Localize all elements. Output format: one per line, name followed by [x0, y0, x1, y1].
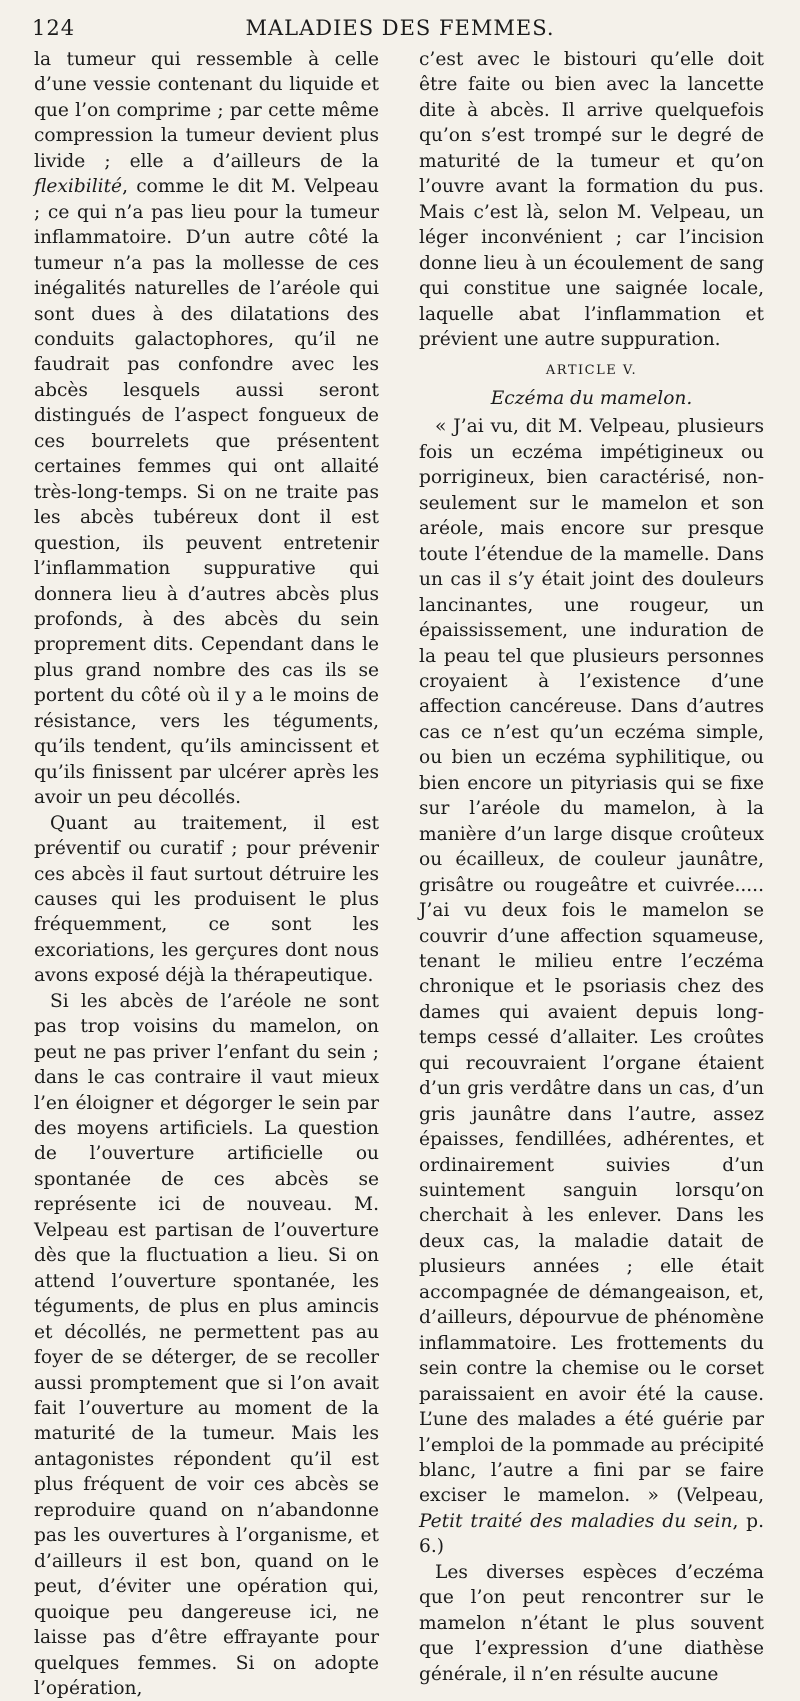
text-run: la tumeur qui ressemble à celle d’une vessie contenant du liquide et que l’on comprime ; par cette même compression la tumeur devient plus livide ; elle a d’ailleurs de la	[34, 49, 379, 172]
right-column	[419, 47, 764, 1687]
paragraph	[419, 47, 764, 352]
left-column	[34, 47, 379, 1701]
paragraph	[34, 47, 379, 811]
article-heading: ARTICLE V.	[545, 363, 638, 379]
paragraph	[419, 1560, 764, 1687]
text-run: , comme le dit M. Velpeau ; ce qui n’a pas lieu pour la tumeur inflammatoire. D’un autre côté la tumeur n’a pas la mollesse de ces inégalités naturelles de l’aréole qui sont dues à des dilatations des conduits galactophores, qu’il ne faudrait pas confondre avec les abcès lesquels aussi seront distingués de l’aspect fongueux de ces bourrelets que présentent certaines femmes qui ont allaité très-long-temps. Si on ne traite pas les abcès tubéreux dont il est question, ils peuvent entretenir l’inflammation suppurative qui donnera lieu à d’autres abcès plus profonds, à des abcès du sein proprement dits. Cependant dans le plus grand nombre des cas ils se portent du côté où il y a le moins de résistance, vers les téguments, qu’ils tendent, qu’ils amincissent et qu’ils finissent par ulcérer après les avoir un peu décollés.	[34, 176, 379, 809]
italic-text: Petit traité des maladies du sein	[419, 1510, 733, 1532]
italic-text: flexibilité	[34, 176, 123, 198]
article-subheading: Eczéma du mamelon.	[490, 388, 693, 410]
paragraph	[419, 414, 764, 1559]
text-run: Quant au traitement, il est préventif ou curatif ; pour prévenir ces abcès il faut surtout détruire les causes qui les produisent le plus fréquemment, ce sont les excoriations, les gerçures dont nous avons exposé déjà la thérapeutique.	[34, 812, 379, 987]
paragraph	[34, 811, 379, 989]
text-run: , p. 6.)	[419, 1510, 764, 1558]
text-run: Si les abcès de l’aréole ne sont pas trop voisins du mamelon, on peut ne pas priver l’enfant du sein ; dans le cas contraire il vaut mieux l’en éloigner et dégorger le sein par des moyens artificiels. La question de l’ouverture artificielle ou spontanée de ces abcès se représente ici de nouveau. M. Velpeau est partisan de l’ouverture dès que la fluctuation a lieu. Si on attend l’ouverture spontanée, les téguments, de plus en plus amincis et décollés, ne permettent pas au foyer de se déterger, de se recoller aussi promptement que si l’on avait fait l’ouverture au moment de la maturité de la tumeur. Mais les antagonistes répondent qu’il est plus fréquent de voir ces abcès se reproduire quand on n’abandonne pas les ouvertures à l’organisme, et d’ailleurs il est bon, quand on le peut, d’éviter une opération qui, quoique peu dangereuse ici, ne laisse pas d’être effrayante pour quelques femmes. Si on adopte l’opération,	[34, 990, 379, 1699]
text-run: « J’ai vu, dit M. Velpeau, plusieurs fois un eczéma impétigineux ou porrigineux, bien caractérisé, non-seulement sur le mamelon et son aréole, mais encore sur presque toute l’étendue de la mamelle. Dans un cas il s’y était joint des douleurs lancinantes, une rougeur, un épaississement, une induration de la peau tel que plusieurs personnes croyaient à l’existence d’une affection cancéreuse. Dans d’autres cas ce n’est qu’un eczéma simple, ou bien un eczéma syphilitique, ou bien encore un pityriasis qui se fixe sur l’aréole du mamelon, à la manière d’un large disque croûteux ou écailleux, de couleur jaunâtre, grisâtre ou rougeâtre et cuivrée..... J’ai vu deux fois le mamelon se couvrir d’une affection squameuse, tenant le milieu entre l’eczéma chronique et le psoriasis chez des dames qui avaient depuis long-temps cessé d’allaiter. Les croûtes qui recouvraient l’organe étaient d’un gris verdâtre dans un cas, d’un gris jaunâtre dans l’autre, assez épaisses, fendillées, adhérentes, et ordinairement suivies d’un suintement sanguin lorsqu’on cherchait à les enlever. Dans les deux cas, la maladie datait de plusieurs années ; elle était accompagnée de démangeaison, et, d’ailleurs, dépourvue de phénomène inflammatoire. Les frottements du sein contre la chemise ou le corset paraissaient en avoir été la cause. L’une des malades a été guérie par l’emploi de la pommade au précipité blanc, l’autre a fini par se faire exciser le mamelon. » (Velpeau,	[419, 416, 764, 1507]
page-number: 124	[32, 16, 76, 40]
page-header	[32, 16, 768, 46]
running-title: MALADIES DES FEMMES.	[245, 16, 555, 40]
text-run: Les diverses espèces d’eczéma que l’on peut rencontrer sur le mamelon n’étant le plus souvent que l’expression d’une diathèse générale, il n’en résulte aucune	[419, 1561, 764, 1685]
text-run: c’est avec le bistouri qu’elle doit être faite ou bien avec la lancette dite à abcès. Il arrive quelquefois qu’on s’est trompé sur le degré de maturité de la tumeur et qu’on l’ouvre avant la formation du pus. Mais c’est là, selon M. Velpeau, un léger inconvénient ; car l’incision donne lieu à un écoulement de sang qui constitue une saignée locale, laquelle abat l’inflammation et prévient une autre suppuration.	[419, 49, 764, 350]
paragraph	[34, 989, 379, 1701]
